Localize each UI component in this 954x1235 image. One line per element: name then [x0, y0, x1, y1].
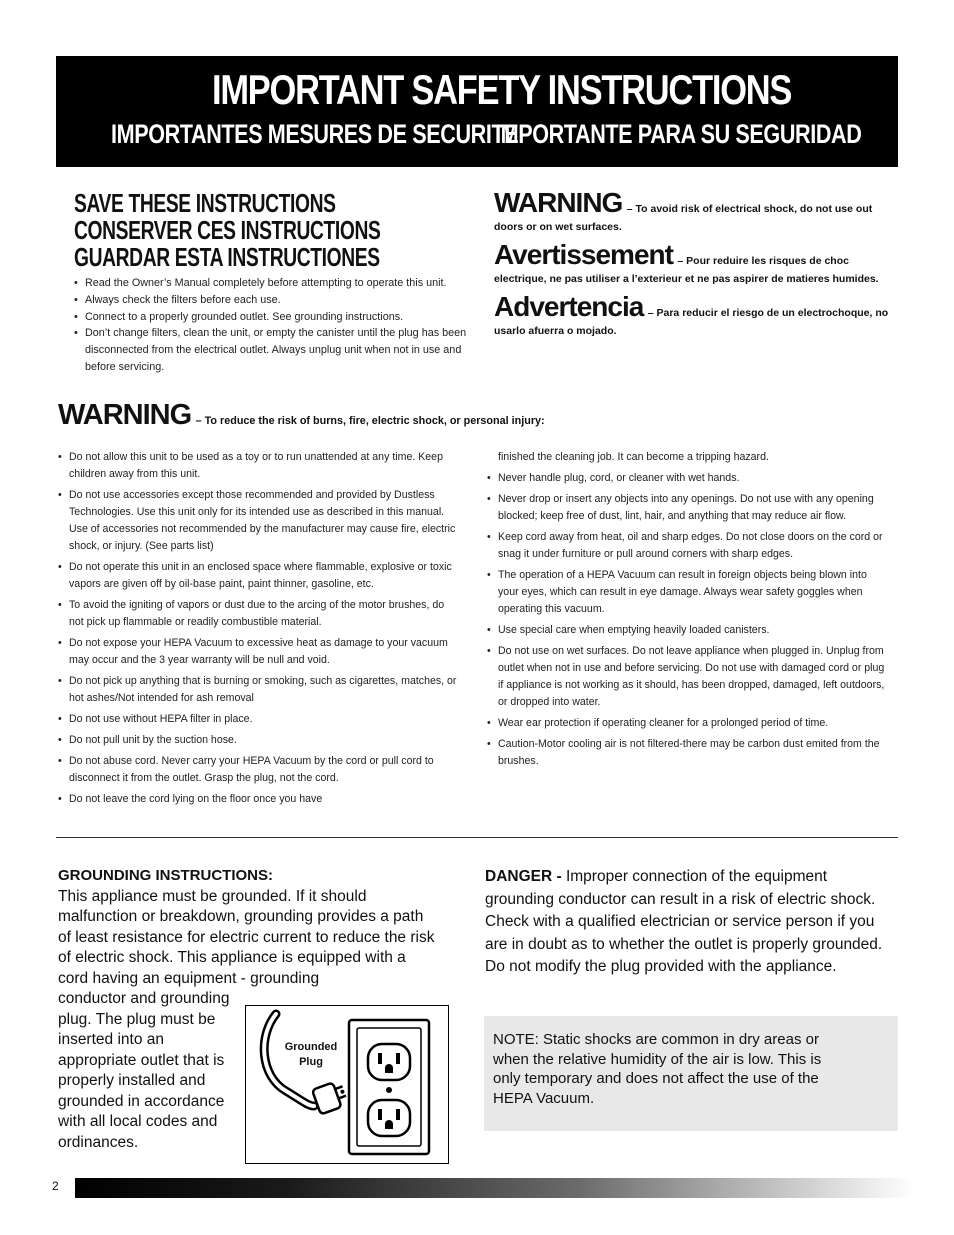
warning-list-right-items: [487, 470, 887, 770]
warning-fr: [494, 240, 898, 287]
list-item: • Do not use accessories except those recommended and provided by Dustless Technologies. Use this unit only for its intended use as described in this manual. Use of accessories not recommended by the manufacturer may cause fire, electric shock, or injury. (See parts list): [58, 487, 458, 555]
list-item: • Never drop or insert any objects into any openings. Do not use with any opening blocked; keep free of dust, lint, hair, and anything that may reduce air flow.: [487, 491, 887, 525]
list-item: • Caution-Motor cooling air is not filtered-there may be carbon dust emited from the brushes.: [487, 736, 887, 770]
list-item: • The operation of a HEPA Vacuum can result in foreign objects being blown into your eyes, which can result in eye damage. Always wear safety goggles when operating this vacuum.: [487, 567, 887, 618]
grounding-instructions: [58, 866, 438, 989]
warning-heading: Avertissement: [494, 239, 673, 270]
grounded-plug-illustration: [245, 1005, 449, 1164]
list-item: • Keep cord away from heat, oil and sharp edges. Do not close doors on the cord or snag it under furniture or pull around corners with sharp edges.: [487, 529, 887, 563]
list-item: • Never handle plug, cord, or cleaner with wet hands.: [487, 470, 887, 487]
save-title-en: SAVE THESE INSTRUCTIONS: [74, 188, 336, 218]
warning-es: [494, 292, 898, 339]
page-title: IMPORTANT SAFETY INSTRUCTIONS: [212, 66, 792, 113]
list-item: • Do not use without HEPA filter in place.: [58, 711, 458, 728]
danger-heading: DANGER -: [485, 868, 562, 885]
danger-body: Improper connection of the equipment grounding conductor can result in a risk of electric shock. Check with a qualified electrician or service person if you are in doubt as to whether the outlet is properly grounded. Do not modify the plug provided with the appliance.: [485, 868, 883, 975]
multilingual-warnings: [494, 188, 898, 344]
save-instructions-heading: [74, 190, 474, 271]
section-divider: [56, 837, 898, 838]
list-item: • Do not pick up anything that is burning or smoking, such as cigarettes, matches, or hot ashes/Not intended for ash removal: [58, 673, 458, 707]
note-box: [484, 1016, 898, 1131]
list-item: • Always check the filters before each use.: [74, 292, 474, 309]
list-item: • Do not expose your HEPA Vacuum to excessive heat as damage to your vacuum may occur and the 3 year warranty will be null and void.: [58, 635, 458, 669]
save-title-es: GUARDAR ESTA INSTRUCTIONES: [74, 242, 380, 272]
note-text: NOTE: Static shocks are common in dry areas or when the relative humidity of the air is low. This is only temporary and does not affect the use of the HEPA Vacuum.: [493, 1031, 822, 1107]
list-item: • Do not allow this unit to be used as a toy or to run unattended at any time. Keep children away from this unit.: [58, 449, 458, 483]
list-item: • To avoid the igniting of vapors or dust due to the arcing of the motor brushes, do not pick up flammable or readily combustible material.: [58, 597, 458, 631]
warning-text: – Para reducir el riesgo de un electrochoque, no usarlo afuerra o mojado.: [494, 307, 889, 337]
list-item: • Don’t change filters, clean the unit, or empty the canister until the plug has been disconnected from the electrical outlet. Always unplug unit when not in use and before servicing.: [74, 325, 474, 375]
subtitle-spanish: IMPORTANTE PARA SU SEGURIDAD: [495, 119, 862, 149]
list-item: • Do not operate this unit in an enclosed space where flammable, explosive or toxic vapors are given off by oil-base paint, paint thinner, gasoline, etc.: [58, 559, 458, 593]
grounding-heading: GROUNDING INSTRUCTIONS:: [58, 867, 273, 884]
save-title-fr: CONSERVER CES INSTRUCTIONS: [74, 215, 381, 245]
list-item: • Do not use on wet surfaces. Do not leave appliance when plugged in. Unplug from outlet when not in use and before servicing. Do not use with damaged cord or plug if appliance is not working as it should, has been dropped, damaged, left outdoors, or dropped into water.: [487, 643, 887, 711]
main-warning: [58, 400, 545, 430]
save-instructions-list: [74, 275, 474, 376]
main-warning-text: – To reduce the risk of burns, fire, electric shock, or personal injury:: [195, 415, 545, 427]
main-warning-heading: WARNING: [58, 399, 192, 431]
grounding-body: This appliance must be grounded. If it should malfunction or breakdown, grounding provides a path of least resistance for electric current to reduce the risk of electric shock. This appliance is equipped with a cord having an equipment - grounding: [58, 887, 435, 987]
warning-text: – To avoid risk of electrical shock, do not use out doors or on wet surfaces.: [494, 203, 873, 233]
list-item: • Do not abuse cord. Never carry your HEPA Vacuum by the cord or pull cord to disconnect it from the outlet. Grasp the plug, not the cord.: [58, 753, 458, 787]
grounding-body-continued: conductor and grounding plug. The plug must be inserted into an appropriate outlet that is properly installed and grounded in accordance with all local codes and ordinances.: [58, 990, 230, 1151]
list-item: • Connect to a properly grounded outlet. See grounding instructions.: [74, 309, 474, 326]
list-item: • Wear ear protection if operating cleaner for a prolonged period of time.: [487, 715, 887, 732]
subtitle-french: IMPORTANTES MESURES DE SECURITE: [111, 119, 519, 149]
header-banner: [56, 56, 898, 167]
list-item: • Read the Owner’s Manual completely before attempting to operate this unit.: [74, 275, 474, 292]
figure-label: Grounded Plug: [284, 1041, 338, 1068]
warning-en: [494, 188, 898, 235]
danger-notice: [485, 866, 885, 979]
page-number: 2: [52, 1179, 59, 1193]
list-item: • Use special care when emptying heavily loaded canisters.: [487, 622, 887, 639]
list-item: • Do not pull unit by the suction hose.: [58, 732, 458, 749]
warning-text: – Pour reduire les risques de choc electrique, ne pas utiliser a l’exterieur et ne pas aspirer de matieres humides.: [494, 255, 879, 285]
list-continuation: finished the cleaning job. It can become a tripping hazard.: [498, 451, 769, 463]
warning-list-left: [58, 449, 458, 812]
warning-list-right: [487, 449, 887, 774]
footer-gradient-bar: [75, 1178, 915, 1198]
warning-heading: WARNING: [494, 187, 623, 218]
warning-heading: Advertencia: [494, 291, 644, 322]
list-item: • Do not leave the cord lying on the floor once you have: [58, 791, 458, 808]
plug-outlet-drawing: [246, 1006, 448, 1163]
